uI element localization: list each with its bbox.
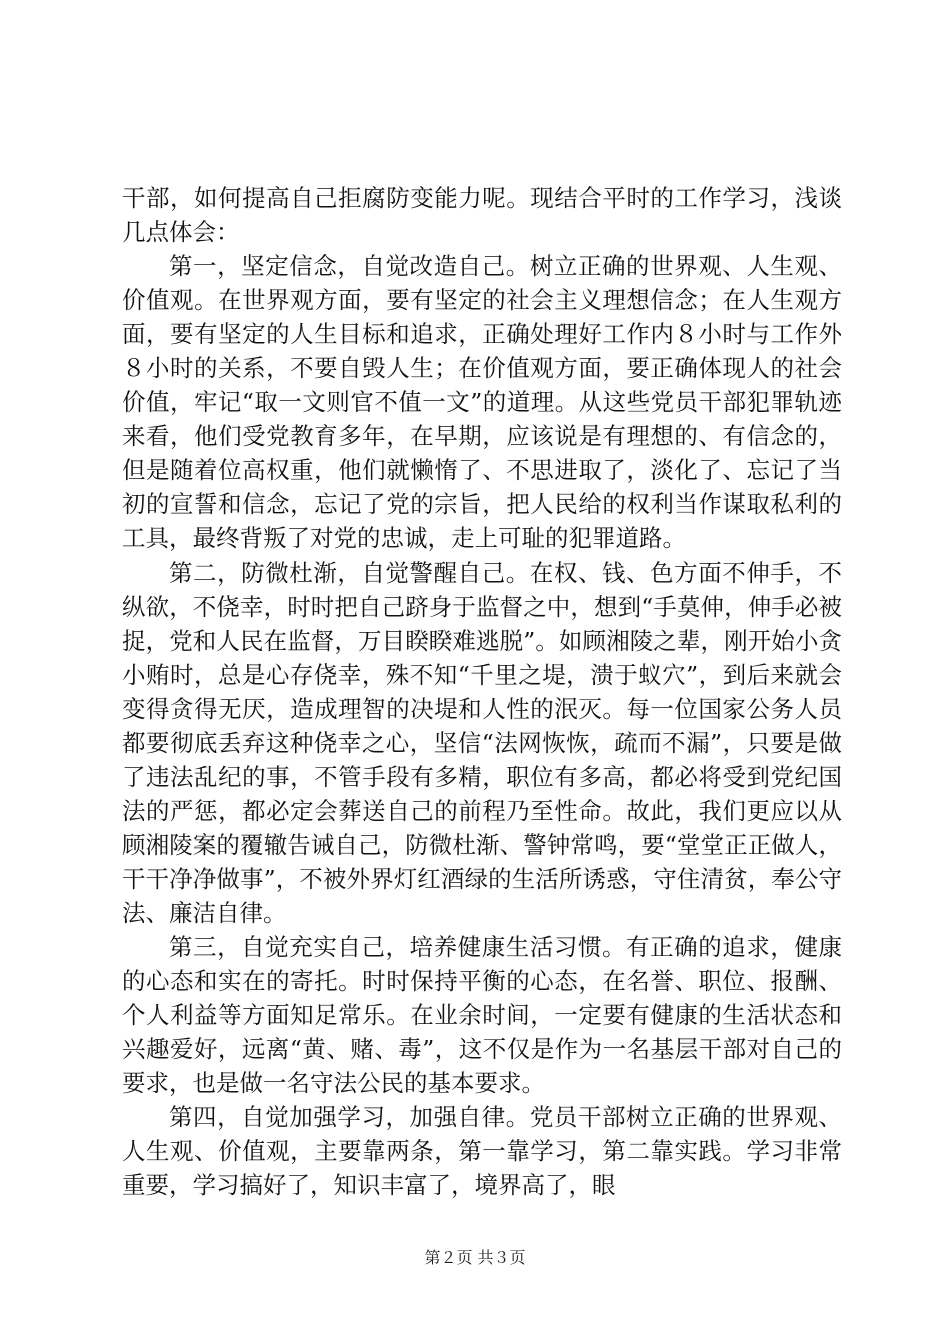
paragraph-point-one: 第一，坚定信念，自觉改造自己。树立正确的世界观、人生观、价值观。在世界观方面，要有坚定的社会主义理想信念；在人生观方面，要有坚定的人生目标和追求，正确处理好工作内８小时与工作外８小时的关系，不要自毁人生；在价值观方面，要正确体现人的社会价值，牢记“取一文则官不值一文”的道理。从这些党员干部犯罪轨迹来看，他们受党教育多年，在早期，应该说是有理想的、有信念的，但是随着位高权重，他们就懒惰了、不思进取了，淡化了、忘记了当初的宣誓和信念，忘记了党的宗旨，把人民给的权利当作谋取私利的工具，最终背叛了对党的忠诚，走上可耻的犯罪道路。 — [122, 252, 842, 553]
paragraph-point-three: 第三，自觉充实自己，培养健康生活习惯。有正确的追求，健康的心态和实在的寄托。时时保持平衡的心态，在名誉、职位、报酬、个人利益等方面知足常乐。在业余时间，一定要有健康的生活状态和兴趣爱好，远离“黄、赌、毒”，这不仅是作为一名基层干部对自己的要求，也是做一名守法公民的基本要求。 — [122, 933, 842, 1098]
paragraph-intro-continuation: 干部，如何提高自己拒腐防变能力呢。现结合平时的工作学习，浅谈几点体会： — [122, 184, 842, 247]
document-body — [122, 181, 842, 1202]
page-number-footer: 第２页 共３页 — [424, 1248, 526, 1267]
paragraph-point-two: 第二，防微杜渐，自觉警醒自己。在权、钱、色方面不伸手，不纵欲，不侥幸，时时把自己跻身于监督之中，想到“手莫伸，伸手必被捉，党和人民在监督，万目睽睽难逃脱”。如顾湘陵之辈，刚开始小贪小贿时，总是心存侥幸，殊不知“千里之堤，溃于蚁穴”，到后来就会变得贪得无厌，造成理智的决堤和人性的泯灭。每一位国家公务人员都要彻底丢弃这种侥幸之心，坚信“法网恢恢，疏而不漏”，只要是做了违法乱纪的事，不管手段有多精，职位有多高，都必将受到党纪国法的严惩，都必定会葬送自己的前程乃至性命。故此，我们更应以从顾湘陵案的覆辙告诫自己，防微杜渐、警钟常鸣，要“堂堂正正做人，干干净净做事”，不被外界灯红酒绿的生活所诱惑，守住清贫，奉公守法、廉洁自律。 — [122, 558, 842, 927]
paragraph-point-four: 第四，自觉加强学习，加强自律。党员干部树立正确的世界观、人生观、价值观，主要靠两条，第一靠学习，第二靠实践。学习非常重要，学习搞好了，知识丰富了，境界高了，眼 — [122, 1103, 842, 1200]
